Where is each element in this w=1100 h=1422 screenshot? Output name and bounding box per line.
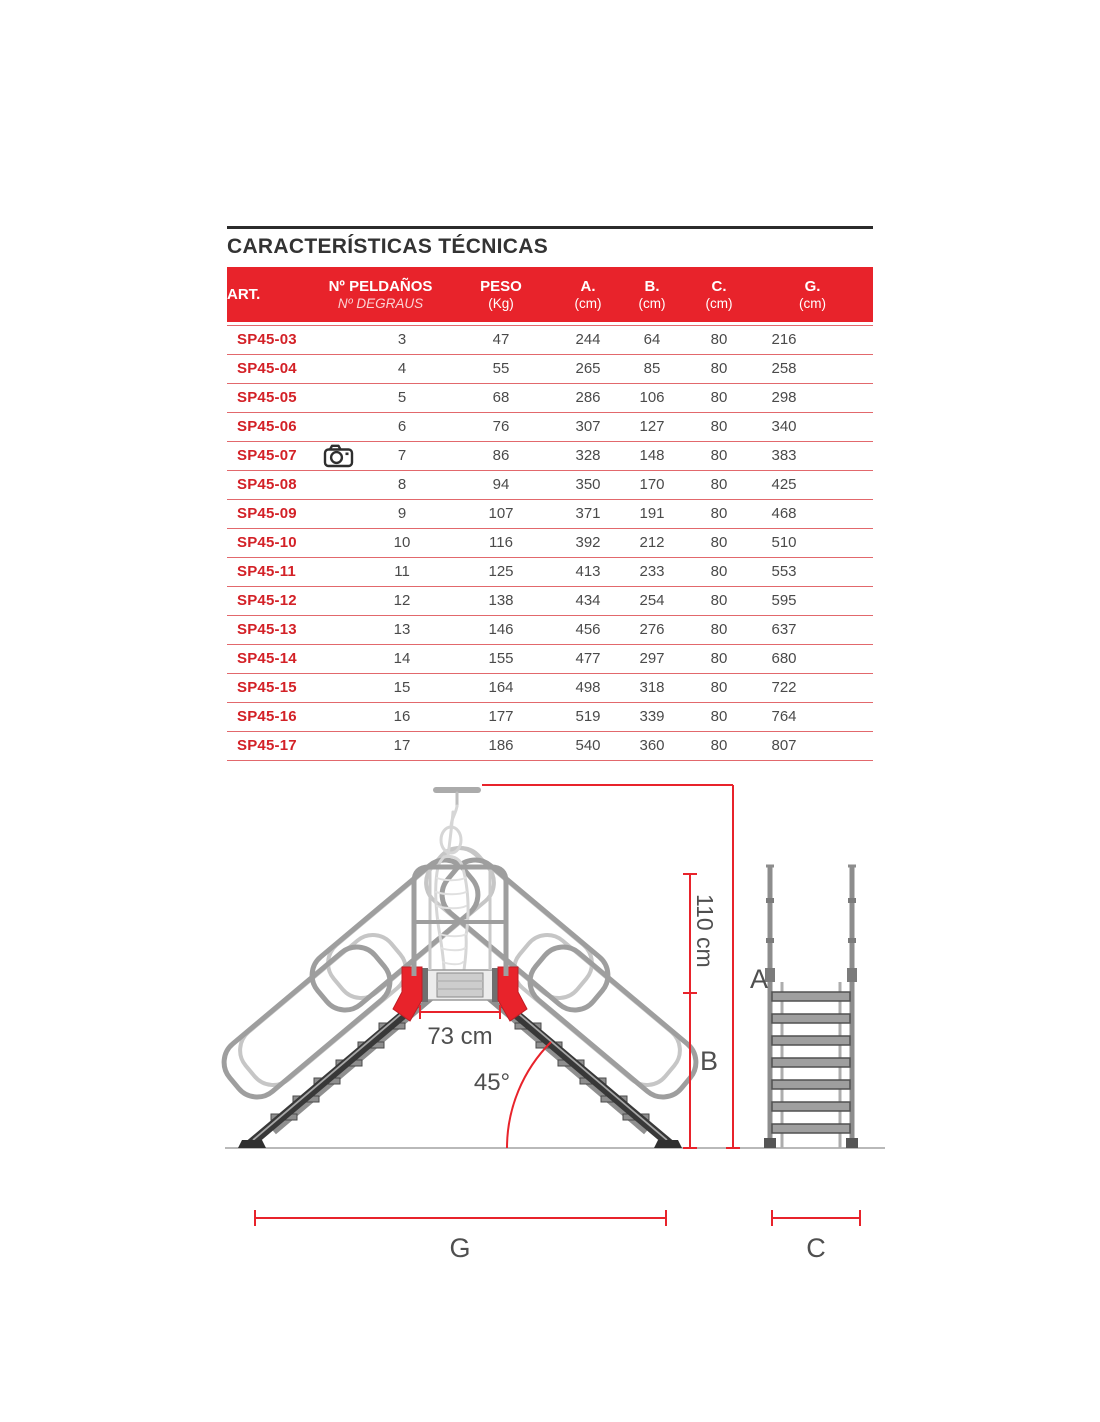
dim-c-value: 80	[710, 389, 728, 406]
steps-value: 16	[393, 708, 411, 725]
dim-c-value: 80	[710, 563, 728, 580]
article-code: SP45-16	[237, 708, 297, 725]
dim-b-value: 148	[639, 447, 665, 464]
peso-value: 47	[492, 331, 510, 348]
peso-value: 94	[492, 476, 510, 493]
dim-a-value: 265	[575, 360, 601, 377]
table-header	[227, 267, 873, 322]
dim-a-value: 519	[575, 708, 601, 725]
steps-value: 9	[397, 505, 407, 522]
dim-g-value: 680	[771, 650, 797, 667]
steps-value: 14	[393, 650, 411, 667]
table-row	[227, 470, 873, 499]
dim-a-value: 307	[575, 418, 601, 435]
article-code: SP45-10	[237, 534, 297, 551]
dim-b-value: 170	[639, 476, 665, 493]
table-row	[227, 325, 873, 354]
dim-g-value: 468	[771, 505, 797, 522]
peso-value: 186	[488, 737, 514, 754]
dim-b-value: 233	[639, 563, 665, 580]
dim-g-value: 553	[771, 563, 797, 580]
platform	[420, 968, 500, 1002]
dim-b-value: 191	[639, 505, 665, 522]
dim-b-value: 85	[643, 360, 661, 377]
table-row	[227, 731, 873, 760]
camera-cell	[317, 441, 360, 470]
dim-a-value: 413	[575, 563, 601, 580]
col-header-steps: Nº PELDAÑOS Nº DEGRAUS	[317, 267, 444, 322]
dim-g-value: 510	[771, 534, 797, 551]
steps-value: 10	[393, 534, 411, 551]
camera-cell	[317, 528, 360, 557]
col-header-g: G. (cm)	[752, 267, 873, 322]
steps-value: 5	[397, 389, 407, 406]
dim-b-value: 64	[643, 331, 661, 348]
steps-value: 13	[393, 621, 411, 638]
dim-g-value: 258	[771, 360, 797, 377]
dim-c-label: C	[806, 1233, 826, 1263]
side-foot-right	[846, 1138, 858, 1148]
dim-a-value: 456	[575, 621, 601, 638]
angle-label: 45°	[473, 1069, 511, 1096]
dim-g-value: 425	[771, 476, 797, 493]
side-treads	[772, 992, 850, 1133]
technical-drawing	[0, 770, 1100, 1300]
dim-g-value: 722	[771, 679, 797, 696]
peso-value: 55	[492, 360, 510, 377]
dim-b-value: 297	[639, 650, 665, 667]
col-header-art: ART.	[227, 267, 317, 322]
stringer-right	[504, 1004, 670, 1144]
stringer-right-highlight	[506, 1003, 667, 1140]
dim-c-value: 80	[710, 650, 728, 667]
col-header-c: C. (cm)	[686, 267, 752, 322]
front-view-ladder	[214, 790, 705, 1148]
camera-cell	[317, 325, 360, 354]
camera-cell	[317, 499, 360, 528]
camera-cell	[317, 412, 360, 441]
camera-cell	[317, 615, 360, 644]
peso-value: 138	[488, 592, 514, 609]
handrail-height-label: 110 cm	[692, 894, 718, 968]
foot-right	[654, 1140, 682, 1148]
dim-c-value: 80	[710, 737, 728, 754]
table-row	[227, 412, 873, 441]
dim-g-value: 807	[771, 737, 797, 754]
steps-value: 6	[397, 418, 407, 435]
peso-value: 177	[488, 708, 514, 725]
steps-value: 4	[397, 360, 407, 377]
dim-g-value: 216	[771, 331, 797, 348]
dim-c-value: 80	[710, 447, 728, 464]
dim-c-value: 80	[710, 621, 728, 638]
col-header-peso: PESO (Kg)	[444, 267, 558, 322]
dim-c-value: 80	[710, 708, 728, 725]
peso-value: 164	[488, 679, 514, 696]
dim-a-value: 286	[575, 389, 601, 406]
dim-g-value: 637	[771, 621, 797, 638]
platform-width-label: 73 cm	[427, 1023, 493, 1050]
dim-c-value: 80	[710, 505, 728, 522]
article-code: SP45-13	[237, 621, 297, 638]
table-row	[227, 702, 873, 731]
foot-left	[238, 1140, 266, 1148]
dim-a-value: 498	[575, 679, 601, 696]
article-code: SP45-04	[237, 360, 297, 377]
camera-cell	[317, 731, 360, 760]
stringer-left	[250, 1004, 416, 1144]
article-code: SP45-11	[237, 563, 296, 580]
page-title: CARACTERÍSTICAS TÉCNICAS	[227, 235, 549, 258]
dim-g-value: 298	[771, 389, 797, 406]
top-rule	[227, 226, 873, 229]
table-row	[227, 528, 873, 557]
dim-a-value: 392	[575, 534, 601, 551]
article-code: SP45-08	[237, 476, 297, 493]
steps-value: 12	[393, 592, 411, 609]
peso-value: 86	[492, 447, 510, 464]
camera-cell	[317, 383, 360, 412]
dim-b-value: 106	[639, 389, 665, 406]
article-code: SP45-17	[237, 737, 297, 754]
article-code: SP45-14	[237, 650, 297, 667]
dim-a-value: 477	[575, 650, 601, 667]
dim-a-value: 350	[575, 476, 601, 493]
dim-c-value: 80	[710, 360, 728, 377]
article-code: SP45-03	[237, 331, 297, 348]
table-row	[227, 644, 873, 673]
dim-a-value: 371	[575, 505, 601, 522]
peso-value: 116	[489, 534, 513, 551]
peso-value: 68	[492, 389, 510, 406]
article-code: SP45-05	[237, 389, 297, 406]
peso-value: 146	[488, 621, 514, 638]
stringer-left-highlight	[253, 1003, 414, 1140]
table-row	[227, 673, 873, 702]
steps-value: 11	[394, 563, 410, 580]
peso-value: 155	[488, 650, 514, 667]
table-row	[227, 557, 873, 586]
angle-arc	[507, 1042, 551, 1148]
dim-b-value: 318	[639, 679, 665, 696]
dim-b-value: 212	[639, 534, 665, 551]
steps-value: 3	[397, 331, 407, 348]
steps-value: 17	[393, 737, 411, 754]
dim-g-label: G	[449, 1233, 471, 1263]
dim-a-value: 434	[575, 592, 601, 609]
dim-b-value: 339	[639, 708, 665, 725]
dim-c-value: 80	[710, 476, 728, 493]
col-header-b: B. (cm)	[618, 267, 686, 322]
camera-cell	[317, 644, 360, 673]
steps-value: 15	[393, 679, 411, 696]
camera-cell	[317, 702, 360, 731]
dim-g-value: 340	[771, 418, 797, 435]
dim-b-value: 127	[639, 418, 665, 435]
col-header-a: A. (cm)	[558, 267, 618, 322]
camera-icon[interactable]	[323, 444, 354, 468]
dim-b-value: 276	[639, 621, 665, 638]
dim-c-value: 80	[710, 534, 728, 551]
dim-c-value: 80	[710, 679, 728, 696]
peso-value: 76	[492, 418, 510, 435]
steps-value: 7	[397, 447, 407, 464]
article-code: SP45-15	[237, 679, 297, 696]
table-row	[227, 499, 873, 528]
article-code: SP45-06	[237, 418, 297, 435]
camera-cell	[317, 354, 360, 383]
dim-a-label: A	[750, 964, 769, 994]
dim-c-value: 80	[710, 592, 728, 609]
camera-cell	[317, 586, 360, 615]
table-row	[227, 586, 873, 615]
far-handrails	[230, 838, 689, 1095]
peso-value: 125	[488, 563, 514, 580]
table-row	[227, 441, 873, 470]
dim-c-value: 80	[710, 418, 728, 435]
camera-cell	[317, 557, 360, 586]
dim-b-value: 360	[639, 737, 665, 754]
table-body	[227, 322, 873, 760]
camera-cell	[317, 470, 360, 499]
article-code: SP45-07	[237, 447, 297, 464]
side-view-ladder	[764, 866, 858, 1148]
dim-a-value: 540	[575, 737, 601, 754]
camera-cell	[317, 673, 360, 702]
article-code: SP45-12	[237, 592, 297, 609]
table-row	[227, 354, 873, 383]
article-code: SP45-09	[237, 505, 297, 522]
dim-g-value: 383	[771, 447, 797, 464]
dim-g-value: 595	[771, 592, 797, 609]
side-foot-left	[764, 1138, 776, 1148]
dim-a-value: 244	[575, 331, 601, 348]
peso-value: 107	[488, 505, 514, 522]
dim-b-label: B	[700, 1046, 719, 1076]
dim-g-value: 764	[771, 708, 797, 725]
dim-c-value: 80	[710, 331, 728, 348]
spec-table	[227, 267, 873, 761]
dim-b-value: 254	[639, 592, 665, 609]
table-row	[227, 615, 873, 644]
steps-value: 8	[397, 476, 407, 493]
table-row	[227, 383, 873, 412]
dim-a-value: 328	[575, 447, 601, 464]
